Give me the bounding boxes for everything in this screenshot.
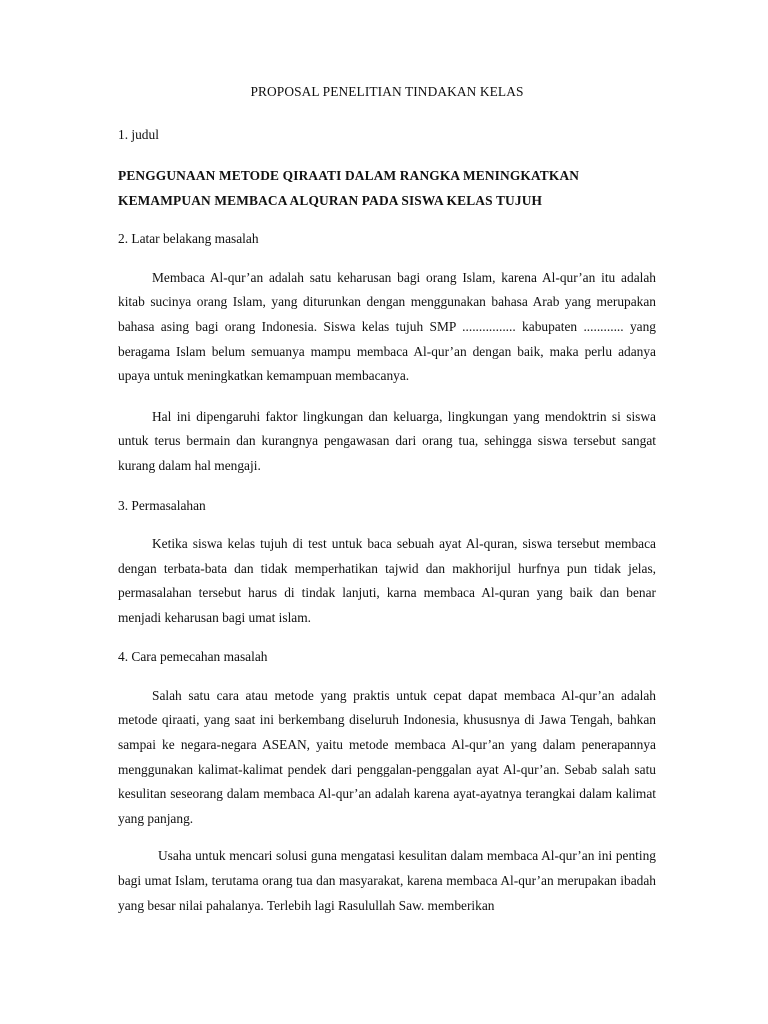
section-heading-cara-pemecahan: 4. Cara pemecahan masalah — [118, 649, 268, 665]
paragraph-latar-2: Hal ini dipengaruhi faktor lingkungan dan keluarga, lingkungan yang mendoktrin si siswa untuk terus bermain dan kurangnya pengawasan dari orang tua, sehingga siswa tersebut sangat kurang dalam hal mengaji. — [118, 408, 656, 473]
proposal-title-line-2: KEMAMPUAN MEMBACA ALQURAN PADA SISWA KELAS TUJUH — [118, 193, 543, 209]
proposal-title-line-1: PENGGUNAAN METODE QIRAATI DALAM RANGKA MENINGKATKAN — [118, 168, 580, 184]
paragraph-permasalahan-1: Ketika siswa kelas tujuh di test untuk baca sebuah ayat Al-quran, siswa tersebut membaca dengan terbata-bata dan tidak memperhatikan tajwid dan makhorijul hurfnya pun tidak jelas, permasalahan tersebut harus di tindak lanjuti, karna membaca Al-quran yang baik dan benar menjadi keharusan bagi umat islam. — [118, 536, 656, 625]
paragraph-cara-2: Usaha untuk mencari solusi guna mengatasi kesulitan dalam membaca Al-qur’an ini penting bagi umat Islam, terutama orang tua dan masyarakat, karena membaca Al-qur’an merupakan ibadah yang besar nilai pahalanya. Terlebih lagi Rasulullah Saw. memberikan — [118, 848, 656, 913]
section-heading-judul: 1. judul — [118, 127, 159, 142]
section-heading-latar-belakang: 2. Latar belakang masalah — [118, 231, 259, 247]
proposal-title — [118, 163, 656, 213]
document-header: PROPOSAL PENELITIAN TINDAKAN KELAS — [250, 84, 524, 99]
paragraph-cara-1: Salah satu cara atau metode yang praktis untuk cepat dapat membaca Al-qur’an adalah metode qiraati, yang saat ini berkembang diseluruh Indonesia, khususnya di Jawa Tengah, bahkan sampai ke negara-negara ASEAN, yaitu metode membaca Al-qur’an yang dalam penerapannya menggunakan kalimat-kalimat pendek dari penggalan-penggalan ayat Al-qur’an. Sebab salah satu kesulitan seseorang dalam membaca Al-qur’an adalah karena ayat-ayatnya terangkai dalam kalimat yang panjang. — [118, 687, 656, 826]
paragraph-latar-1: Membaca Al-qur’an adalah satu keharusan bagi orang Islam, karena Al-qur’an itu adalah kitab sucinya orang Islam, yang diturunkan dengan menggunakan bahasa Arab yang merupakan bahasa asing bagi orang Indonesia. Siswa kelas tujuh SMP ................ kabupaten ............ yang beragama Islam belum semuanya mampu membaca Al-qur’an dengan baik, maka perlu adanya upaya untuk meningkatkan kemampuan membacanya. — [118, 269, 656, 384]
section-heading-permasalahan: 3. Permasalahan — [118, 497, 206, 513]
